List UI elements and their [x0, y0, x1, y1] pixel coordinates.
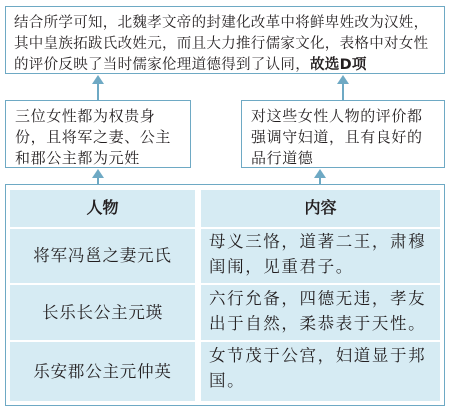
- row-divider-left-3: [10, 340, 195, 342]
- row-divider-left-2: [10, 283, 195, 285]
- table-right-arrow-head: [314, 169, 326, 178]
- summary-text: 结合所学可知，北魏孝文帝的封建化改革中将鲜卑姓改为汉姓，其中皇族拓跋氏改姓元，而且大力推行儒家文化，表格中对女性的评价反映了当时儒家伦理道德得到了认同，: [14, 15, 429, 73]
- right-note-text: 对这些女性人物的评价都强调守妇道，且有良好的品行道德: [251, 107, 423, 167]
- left-note-box: [5, 100, 191, 168]
- summary-box: [5, 6, 445, 74]
- table-row-3-person: 乐安郡公主元仲英: [33, 362, 172, 381]
- row-divider-right-2: [201, 283, 440, 285]
- table-row-3-content: 女节茂于公宫，妇道显于邦国。: [209, 346, 427, 390]
- table-right-arrow-stem: [319, 177, 321, 184]
- header-person: 人物: [86, 198, 119, 217]
- header-content: 内容: [304, 198, 337, 217]
- table-row-2-person: 长乐长公主元瑛: [41, 303, 164, 322]
- table-row-1-content: 母义三恪，道著二王，肃穆闺闱，见重君子。: [209, 232, 427, 276]
- right-arrow-head: [337, 75, 349, 84]
- table-left-arrow-stem: [97, 177, 99, 184]
- row-divider-right-3: [201, 340, 440, 342]
- left-arrow-stem: [97, 83, 99, 100]
- left-note-text: 三位女性都为权贵身份，且将军之妻、公主和郡公主都为元姓: [15, 107, 172, 167]
- right-note-box: [241, 100, 445, 168]
- left-arrow-head: [92, 75, 104, 84]
- table-row-1-person: 将军冯邕之妻元氏: [33, 246, 172, 265]
- row-divider-left-1: [10, 227, 195, 229]
- answer-text: 故选D项: [310, 57, 367, 73]
- right-arrow-stem: [342, 83, 344, 100]
- table-row-2-content: 六行允备，四德无违，孝友出于自然，柔恭表于天性。: [209, 289, 427, 333]
- table-left-arrow-head: [92, 169, 104, 178]
